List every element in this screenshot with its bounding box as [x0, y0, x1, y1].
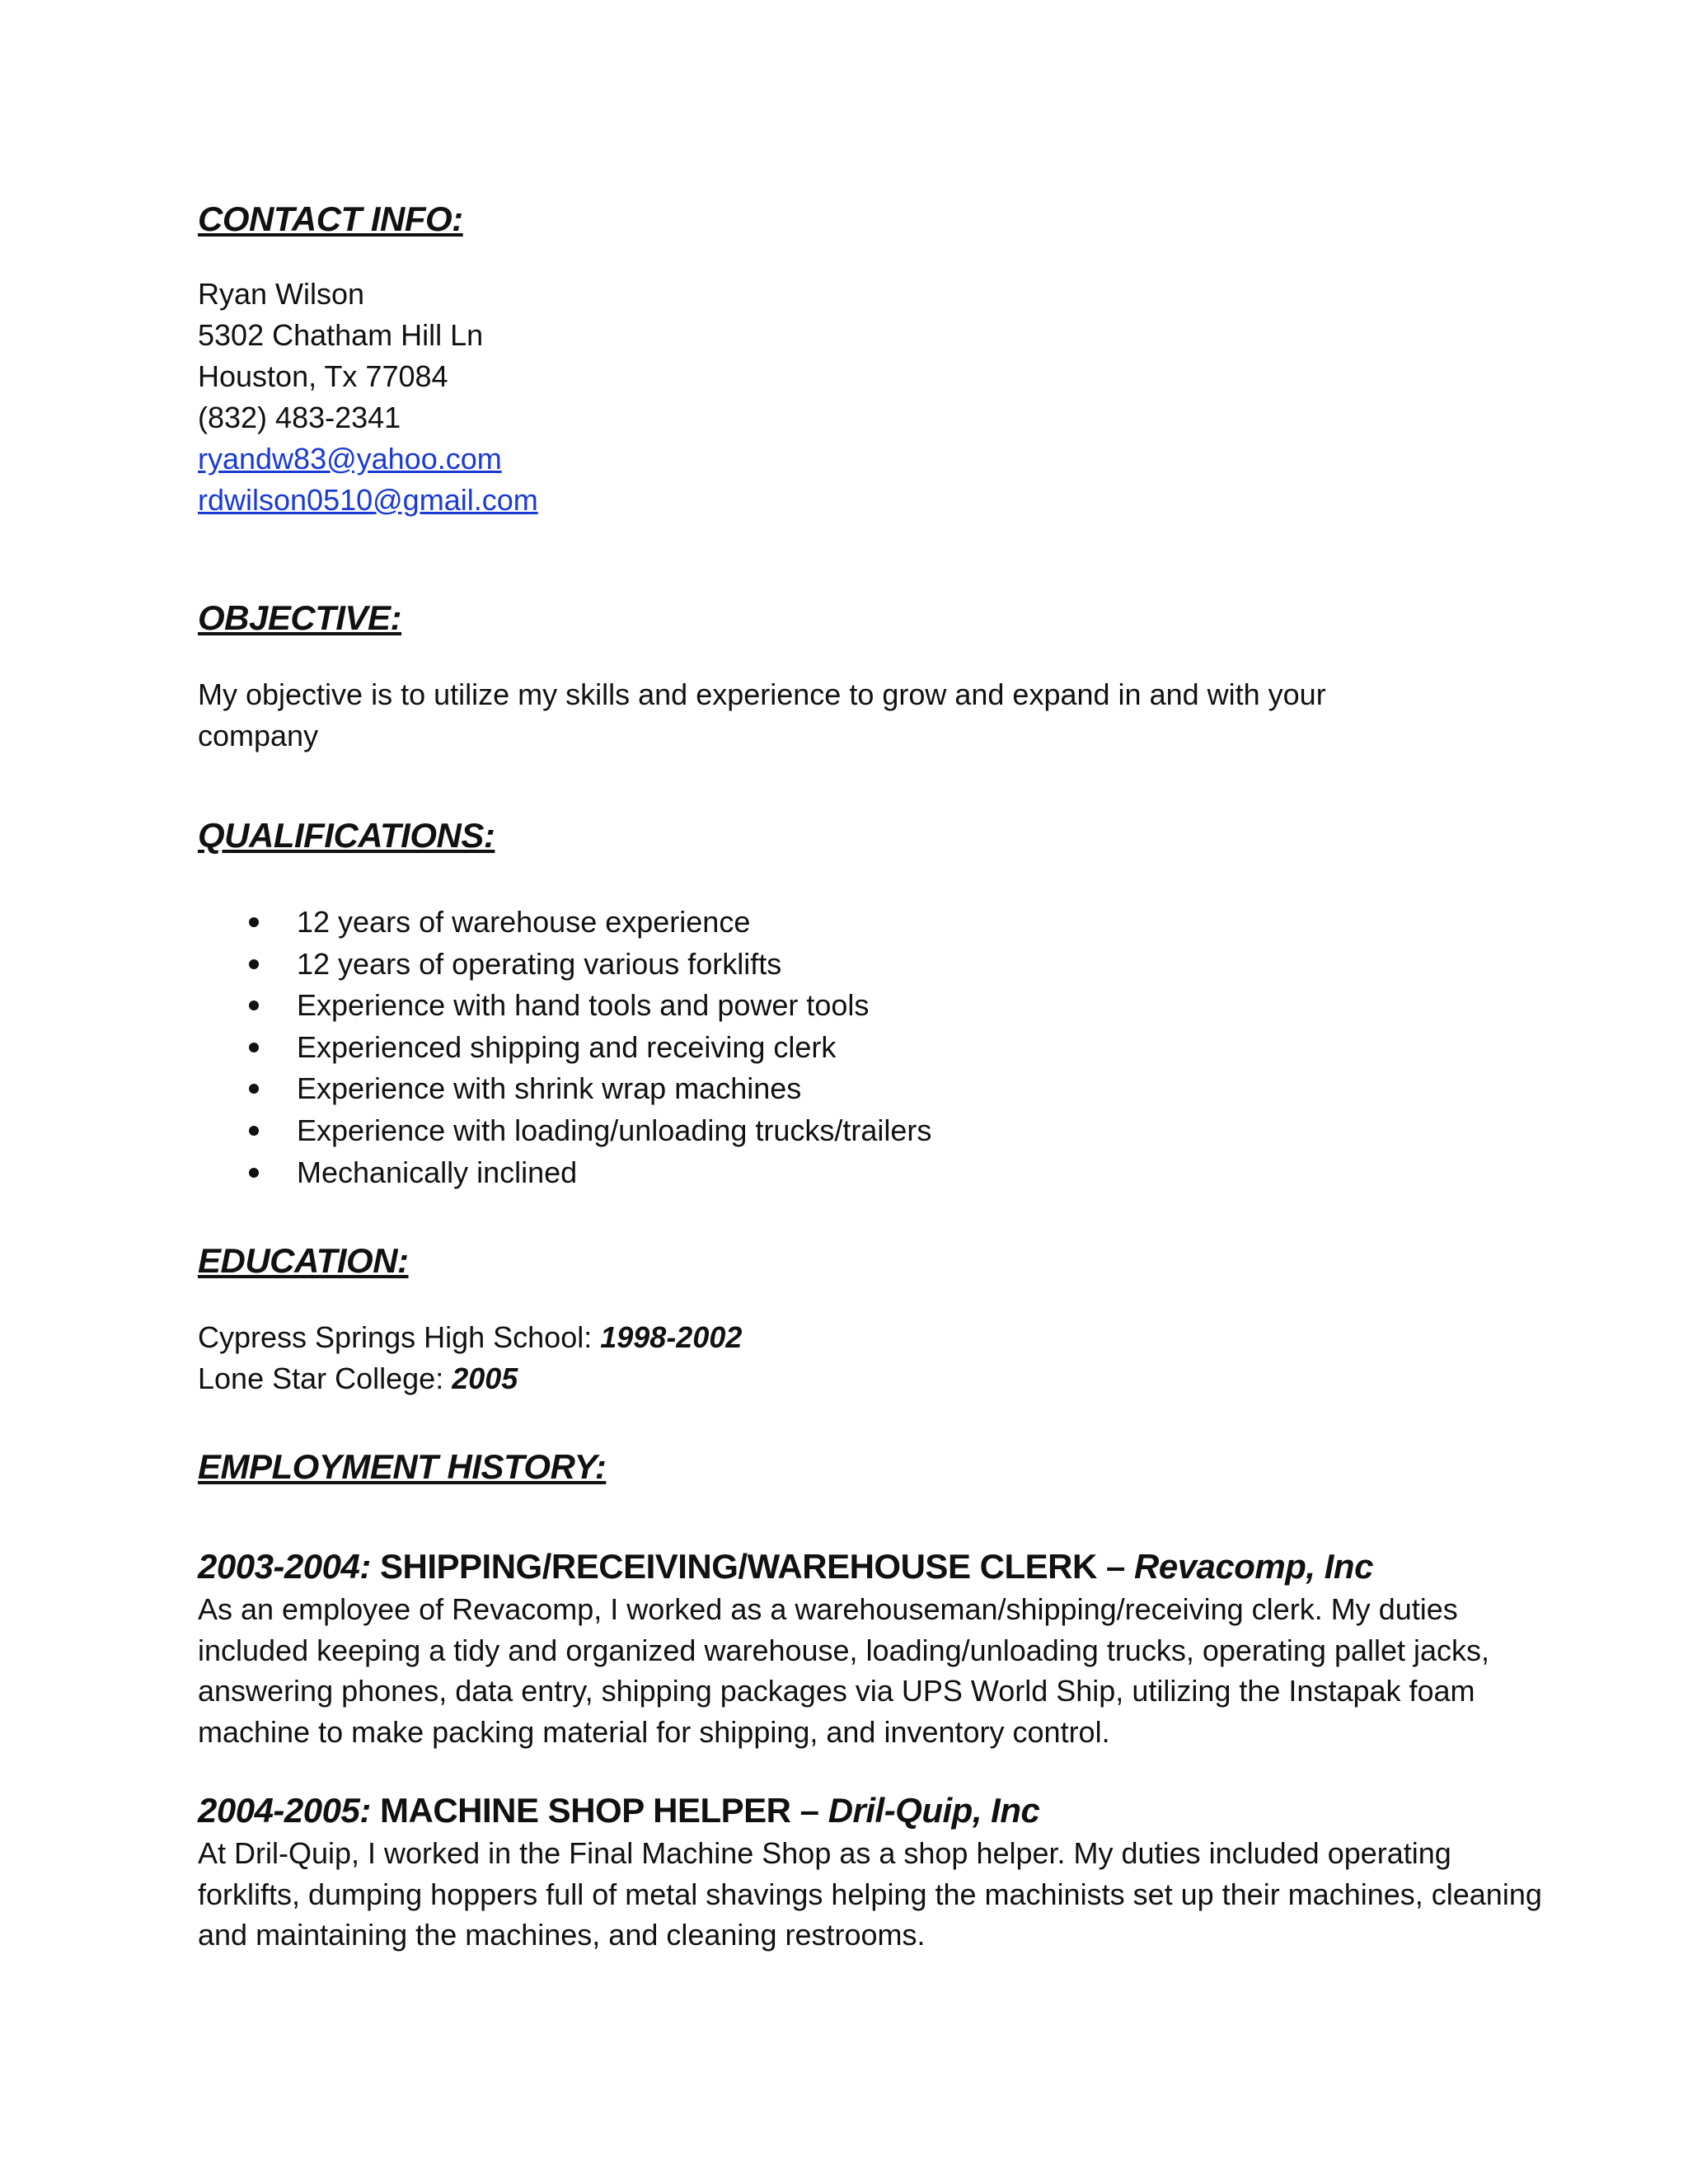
job-role: SHIPPING/RECEIVING/WAREHOUSE CLERK –: [380, 1547, 1125, 1586]
list-item: [198, 1110, 1550, 1152]
contact-address-line-2: Houston, Tx 77084: [198, 359, 448, 393]
objective-heading: OBJECTIVE:: [198, 598, 402, 637]
job-company: Dril-Quip, Inc: [828, 1791, 1040, 1830]
list-item-text: 12 years of operating various forklifts: [297, 946, 782, 981]
contact-heading: CONTACT INFO:: [198, 199, 463, 238]
resume-page: [198, 196, 1550, 1956]
bullet-icon: [249, 1168, 259, 1178]
list-item: [198, 1152, 1550, 1194]
job-description: At Dril-Quip, I worked in the Final Machine Shop as a shop helper. My duties included operating forklifts, dumping hoppers full of metal shavings helping the machinists set up their machines, cleaning and maintaining the machines, and cleaning restrooms.: [198, 1836, 1542, 1952]
contact-section: [198, 196, 1550, 521]
job-years: 2003-2004:: [198, 1547, 371, 1586]
job-title-line: [198, 1788, 1550, 1833]
list-item: [198, 902, 1550, 944]
education-entries: [198, 1317, 1550, 1399]
contact-email-link-1[interactable]: ryandw83@yahoo.com: [198, 442, 502, 476]
list-item-text: Experienced shipping and receiving clerk: [297, 1029, 837, 1064]
education-years: 1998-2002: [600, 1320, 743, 1355]
education-entry: [198, 1317, 1550, 1358]
employment-section: [198, 1444, 1550, 1956]
education-section: [198, 1238, 1550, 1399]
bullet-icon: [249, 1001, 259, 1010]
contact-address-line-1: 5302 Chatham Hill Ln: [198, 318, 484, 352]
contact-email-link-2[interactable]: rdwilson0510@gmail.com: [198, 483, 538, 517]
qualifications-section: [198, 813, 1550, 1193]
bullet-icon: [249, 917, 259, 927]
job-years: 2004-2005:: [198, 1791, 371, 1830]
contact-phone: (832) 483-2341: [198, 401, 401, 434]
bullet-icon: [249, 1126, 259, 1136]
education-school: Cypress Springs High School:: [198, 1320, 593, 1355]
contact-name: Ryan Wilson: [198, 277, 365, 311]
job-entry: [198, 1788, 1550, 1956]
education-years: 2005: [452, 1361, 518, 1396]
list-item-text: Mechanically inclined: [297, 1155, 578, 1189]
education-school: Lone Star College:: [198, 1361, 444, 1396]
list-item-text: 12 years of warehouse experience: [297, 905, 751, 939]
list-item: [198, 1068, 1550, 1110]
employment-heading: EMPLOYMENT HISTORY:: [198, 1447, 607, 1487]
education-entry: [198, 1358, 1550, 1399]
list-item-text: Experience with loading/unloading trucks/trailers: [297, 1113, 932, 1147]
objective-text: My objective is to utilize my skills and experience to grow and expand in and with your company: [198, 677, 1326, 752]
job-entry: [198, 1544, 1550, 1752]
job-description: As an employee of Revacomp, I worked as a warehouseman/shipping/receiving clerk. My duties included keeping a tidy and organized warehouse, loading/unloading trucks, operating pallet jacks, answering phones, data entry, shipping packages via UPS World Ship, utilizing the Instapak foam machine to make packing material for shipping, and inventory control.: [198, 1592, 1490, 1749]
bullet-icon: [249, 1043, 259, 1052]
contact-block: [198, 274, 1550, 521]
list-item: [198, 1027, 1550, 1069]
list-item-text: Experience with shrink wrap machines: [297, 1071, 802, 1106]
qualifications-heading: QUALIFICATIONS:: [198, 816, 495, 855]
list-item: [198, 985, 1550, 1027]
job-company: Revacomp, Inc: [1134, 1547, 1373, 1586]
education-heading: EDUCATION:: [198, 1241, 409, 1281]
bullet-icon: [249, 959, 259, 969]
list-item-text: Experience with hand tools and power tools: [297, 988, 870, 1023]
bullet-icon: [249, 1084, 259, 1094]
qualifications-list: [198, 902, 1550, 1193]
objective-section: [198, 595, 1550, 757]
job-role: MACHINE SHOP HELPER –: [380, 1791, 819, 1830]
list-item: [198, 944, 1550, 986]
job-title-line: [198, 1544, 1550, 1589]
